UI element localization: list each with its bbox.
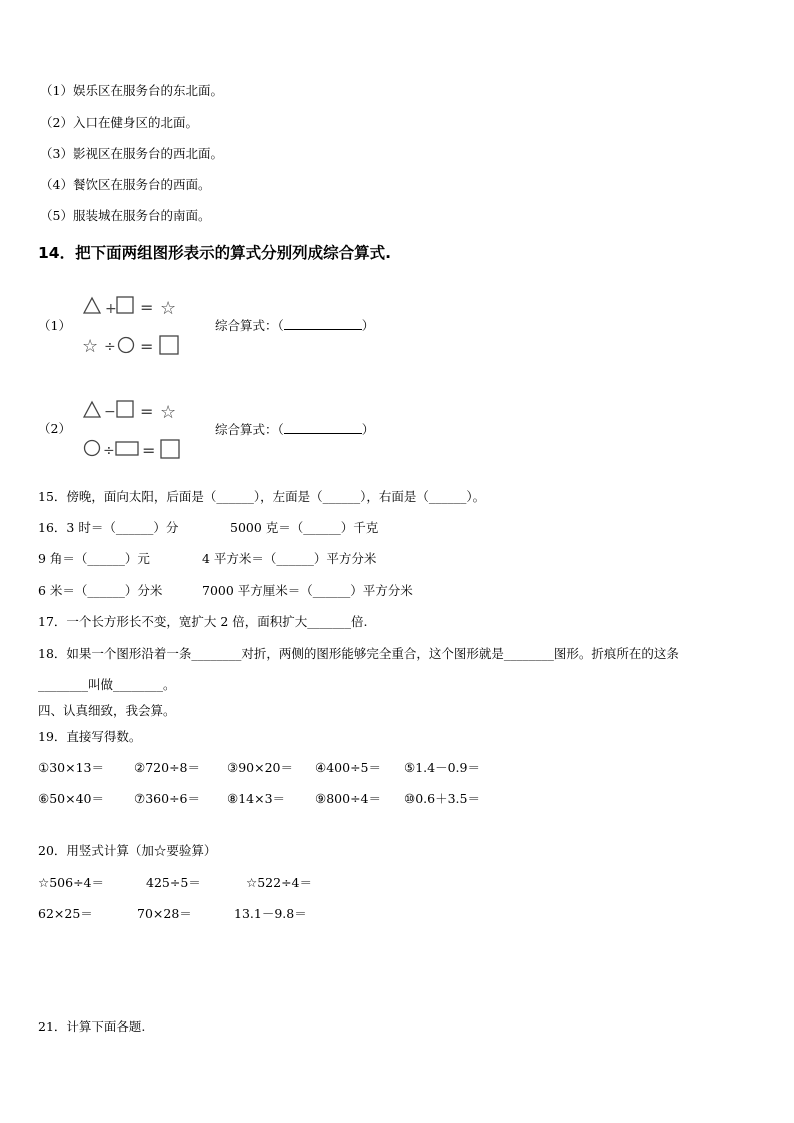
q14-group2-figure	[80, 396, 190, 464]
section-4-heading: 四、认真细致，我会算。	[38, 703, 176, 718]
triangle-icon	[84, 402, 100, 417]
q19-r1-2: ②720÷8＝	[134, 760, 200, 775]
q20-title: 20．用竖式计算（加☆要验算）	[38, 843, 217, 858]
q19-r1-4: ④400÷5＝	[315, 760, 381, 775]
q20-r1-1: ☆506÷4＝	[38, 875, 104, 890]
q19-r1-5: ⑤1.4－0.9＝	[404, 760, 480, 775]
q16-row2a: 9 角＝（______）元	[38, 551, 150, 566]
q14-title: 14．把下面两组图形表示的算式分别列成综合算式.	[38, 244, 391, 262]
q19-r1-1: ①30×13＝	[38, 760, 104, 775]
q20-r1-3: ☆522÷4＝	[246, 875, 312, 890]
q14-group1-answer[interactable]: 综合算式：（ ）	[215, 318, 375, 333]
svg-text:÷: ÷	[103, 443, 115, 459]
q15-text: 15．傍晚，面向太阳，后面是（______），左面是（______），右面是（______）。	[38, 489, 486, 504]
square-icon	[161, 440, 179, 458]
q14-group1-label: （1）	[38, 318, 71, 333]
svg-text:÷: ÷	[104, 339, 116, 355]
q20-r1-2: 425÷5＝	[146, 875, 201, 890]
q19-r2-4: ⑨800÷4＝	[315, 791, 381, 806]
star-icon: ☆	[160, 298, 177, 319]
star-icon: ☆	[82, 336, 99, 357]
q13-item-2: （2）入口在健身区的北面。	[40, 115, 198, 130]
q18-line1: 18．如果一个图形沿着一条________对折，两侧的图形能够完全重合，这个图形就是________图形。折痕所在的这条	[38, 646, 679, 661]
svg-text:=: =	[140, 298, 154, 317]
square-icon	[117, 401, 133, 417]
q19-title: 19．直接写得数。	[38, 729, 142, 744]
q13-item-1: （1）娱乐区在服务台的东北面。	[40, 83, 223, 98]
q14-group2-label: （2）	[38, 421, 71, 436]
svg-text:=: =	[140, 337, 154, 356]
q14-group1-figure	[80, 292, 190, 360]
circle-icon	[119, 338, 134, 353]
q16-row3a: 6 米＝（______）分米	[38, 583, 163, 598]
q19-r2-3: ⑧14×3＝	[227, 791, 286, 806]
star-icon: ☆	[160, 402, 177, 423]
q20-r2-3: 13.1－9.8＝	[234, 906, 307, 921]
q18-line2: ________叫做________。	[38, 677, 176, 692]
svg-text:=: =	[140, 402, 154, 421]
q20-r2-2: 70×28＝	[137, 906, 192, 921]
q19-r1-3: ③90×20＝	[227, 760, 293, 775]
q16-row1a: 16．3 时＝（______）分	[38, 520, 179, 535]
q16-row2b: 4 平方米＝（______）平方分米	[202, 551, 377, 566]
svg-text:=: =	[142, 441, 156, 460]
q14-group2-answer[interactable]: 综合算式：（ ）	[215, 422, 375, 437]
circle-icon	[85, 441, 100, 456]
q16-row3b: 7000 平方厘米＝（______）平方分米	[202, 583, 413, 598]
q19-r2-2: ⑦360÷6＝	[134, 791, 200, 806]
q19-r2-1: ⑥50×40＝	[38, 791, 104, 806]
q20-r2-1: 62×25＝	[38, 906, 93, 921]
q13-item-4: （4）餐饮区在服务台的西面。	[40, 177, 211, 192]
q19-r2-5: ⑩0.6＋3.5＝	[404, 791, 480, 806]
svg-text:+: +	[105, 301, 117, 317]
rectangle-icon	[116, 442, 138, 455]
q16-row1b: 5000 克＝（______）千克	[230, 520, 379, 535]
square-icon	[117, 297, 133, 313]
svg-text:−: −	[104, 404, 116, 420]
q13-item-5: （5）服装城在服务台的南面。	[40, 208, 211, 223]
q17-text: 17．一个长方形长不变，宽扩大 2 倍，面积扩大_______倍.	[38, 614, 368, 629]
triangle-icon	[84, 298, 100, 313]
q13-item-3: （3）影视区在服务台的西北面。	[40, 146, 223, 161]
square-icon	[160, 336, 178, 354]
q21-text: 21．计算下面各题.	[38, 1019, 146, 1034]
